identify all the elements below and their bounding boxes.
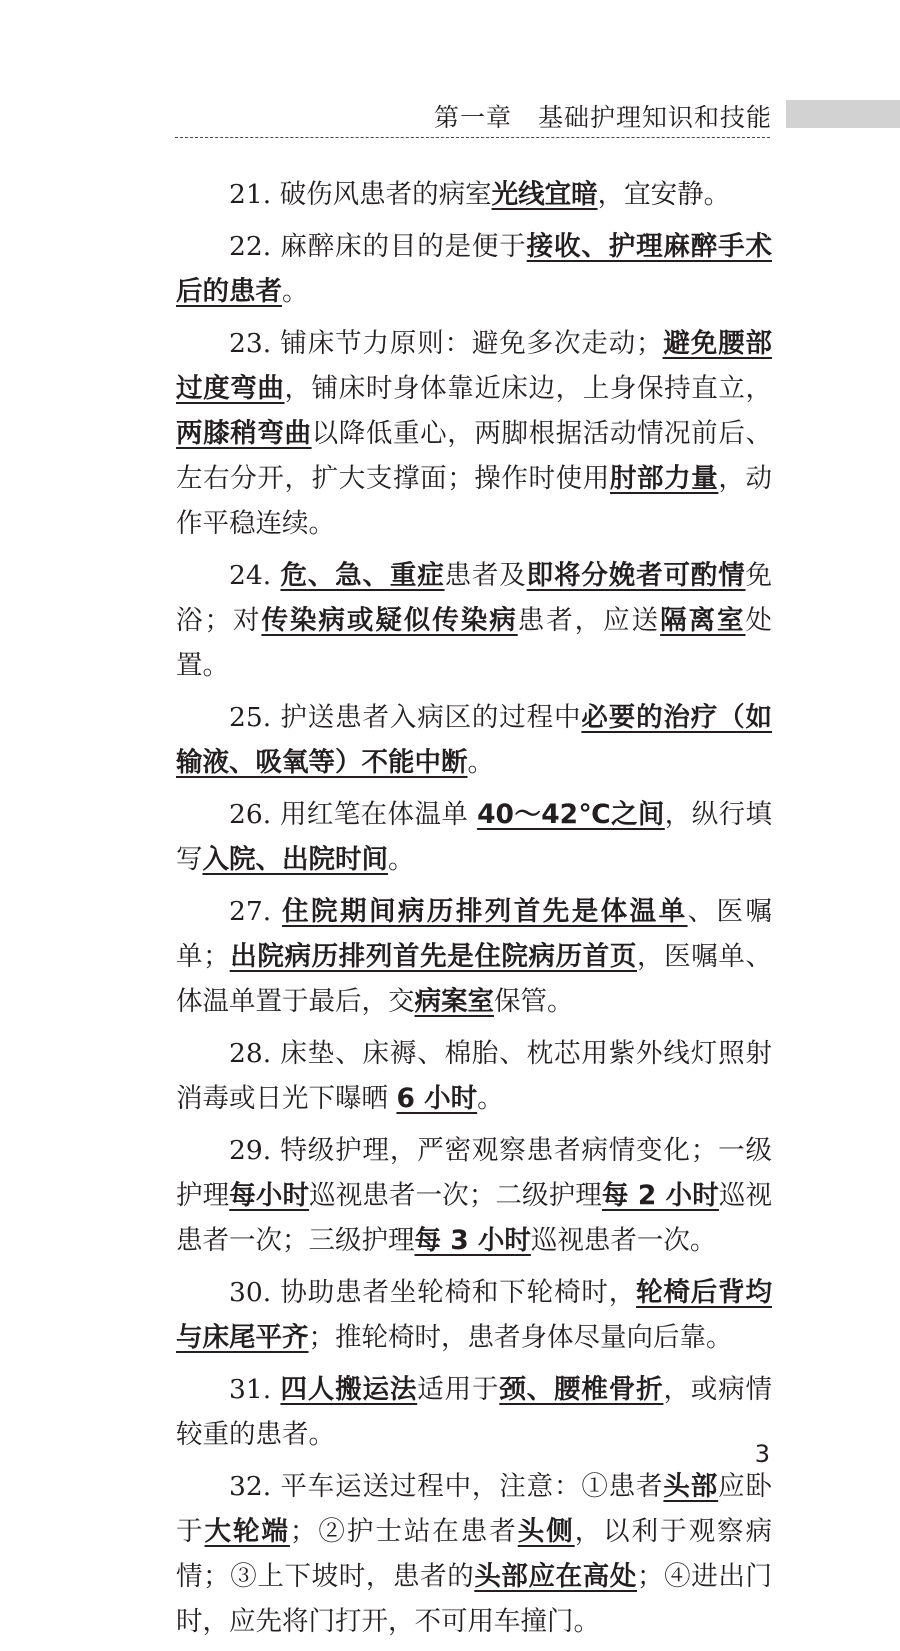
text-segment: 32. 平车运送过程中，注意：①患者 [229, 1471, 664, 1502]
text-segment: 。 [477, 1083, 504, 1114]
text-segment: 患者，应送 [517, 605, 661, 636]
text-segment: ，宜安静。 [597, 179, 731, 210]
text-segment: ，动作平稳连续。 [176, 463, 773, 539]
key-term: 40～42℃之间 [477, 799, 665, 830]
text-segment: 22. 麻醉床的目的是便于 [229, 231, 527, 262]
text-segment: 患者及 [444, 560, 527, 591]
item-paragraph [176, 1464, 772, 1644]
key-term: 必要的治疗（如输液、吸氧等）不能中断 [176, 702, 772, 778]
text-segment: ，以利于观察病情；③上下坡时，患者的 [176, 1516, 773, 1592]
text-segment: ；推轮椅时，患者身体尽量向后靠。 [308, 1322, 733, 1353]
key-term: 6 小时 [396, 1083, 478, 1114]
text-segment: 27. [229, 896, 283, 927]
item-paragraph [176, 1367, 772, 1457]
text-segment: 巡视患者一次；二级护理 [309, 1180, 602, 1211]
text-segment: 巡视患者一次。 [530, 1225, 717, 1256]
text-segment: 31. [229, 1374, 281, 1405]
text-segment: 。 [282, 276, 309, 307]
key-term: 入院、出院时间 [202, 844, 388, 875]
key-term: 病案室 [414, 986, 494, 1017]
text-segment: 。 [388, 844, 415, 875]
item-paragraph [176, 224, 772, 314]
main-content [176, 172, 772, 1651]
item-paragraph [176, 1270, 772, 1360]
item-paragraph [176, 172, 772, 217]
text-segment: ，或病情较重的患者。 [176, 1374, 773, 1450]
page-number: 3 [754, 1440, 770, 1468]
text-segment: 。 [467, 747, 494, 778]
key-term: 两膝稍弯曲 [176, 418, 312, 449]
text-segment: ，铺床时身体靠近床边，上身保持直立， [284, 373, 773, 404]
key-term: 头部 [663, 1471, 719, 1502]
text-segment: 应卧于 [176, 1471, 772, 1547]
text-segment: 巡视患者一次；三级护理 [176, 1180, 773, 1256]
text-segment: 适用于 [417, 1374, 500, 1405]
text-segment: 以降低重心，两脚根据活动情况前后、左右分开，扩大支撑面；操作时使用 [176, 418, 773, 494]
text-segment: 、医嘱单； [176, 896, 773, 972]
key-term: 每 3 小时 [414, 1225, 531, 1256]
key-term: 传染病或疑似传染病 [261, 605, 518, 636]
key-term: 住院期间病历排列首先是体温单 [282, 896, 688, 927]
text-segment: 24. [229, 560, 281, 591]
key-term: 接收、护理麻醉手术后的患者 [176, 231, 772, 307]
item-paragraph [176, 321, 772, 546]
key-term: 避免腰部过度弯曲 [176, 328, 772, 404]
key-term: 颈、腰椎骨折 [499, 1374, 664, 1405]
text-segment: 30. 协助患者坐轮椅和下轮椅时， [229, 1277, 637, 1308]
item-paragraph [176, 889, 772, 1024]
item-paragraph [176, 792, 772, 882]
key-term: 肘部力量 [609, 463, 719, 494]
item-paragraph [176, 1128, 772, 1263]
text-segment: 处置。 [176, 605, 773, 681]
text-segment: ；②护士站在患者 [289, 1516, 518, 1547]
key-term: 大轮端 [204, 1516, 290, 1547]
key-term: 每小时 [229, 1180, 310, 1211]
page-header [0, 0, 900, 150]
key-term: 头侧 [517, 1516, 575, 1547]
text-segment: 28. 床垫、床褥、棉胎、枕芯用紫外线灯照射消毒或日光下曝晒 [176, 1038, 772, 1114]
key-term: 头部应在高处 [474, 1561, 638, 1592]
chapter-title: 第一章 基础护理知识和技能 [433, 103, 772, 132]
text-segment: ，纵行填写 [176, 799, 772, 875]
key-term: 光线宜暗 [491, 179, 598, 210]
text-segment: 25. 护送患者入病区的过程中 [229, 702, 582, 733]
text-segment: ，医嘱单、体温单置于最后，交 [176, 941, 773, 1017]
key-term: 轮椅后背均与床尾平齐 [176, 1277, 772, 1353]
key-term: 出院病历排列首先是住院病历首页 [229, 941, 638, 972]
item-paragraph [176, 1031, 772, 1121]
key-term: 危、急、重症 [280, 560, 445, 591]
key-term: 即将分娩者可酌情 [526, 560, 746, 591]
key-term: 隔离室 [660, 605, 746, 636]
header-tab-bar [786, 100, 900, 128]
key-term: 四人搬运法 [280, 1374, 418, 1405]
text-segment: 23. 铺床节力原则：避免多次走动； [229, 328, 663, 359]
header-dashed-divider [175, 137, 770, 138]
text-segment: 保管。 [494, 986, 574, 1017]
key-term: 每 2 小时 [601, 1180, 719, 1211]
text-segment: ；④进出门时，应先将门打开，不可用车撞门。 [176, 1561, 773, 1637]
item-paragraph [176, 695, 772, 785]
text-segment: 29. 特级护理，严密观察患者病情变化；一级护理 [176, 1135, 772, 1211]
text-segment: 21. 破伤风患者的病室 [229, 179, 492, 210]
item-paragraph [176, 553, 772, 688]
text-segment: 免浴；对 [176, 560, 773, 636]
text-segment: 26. 用红笔在体温单 [229, 799, 478, 830]
